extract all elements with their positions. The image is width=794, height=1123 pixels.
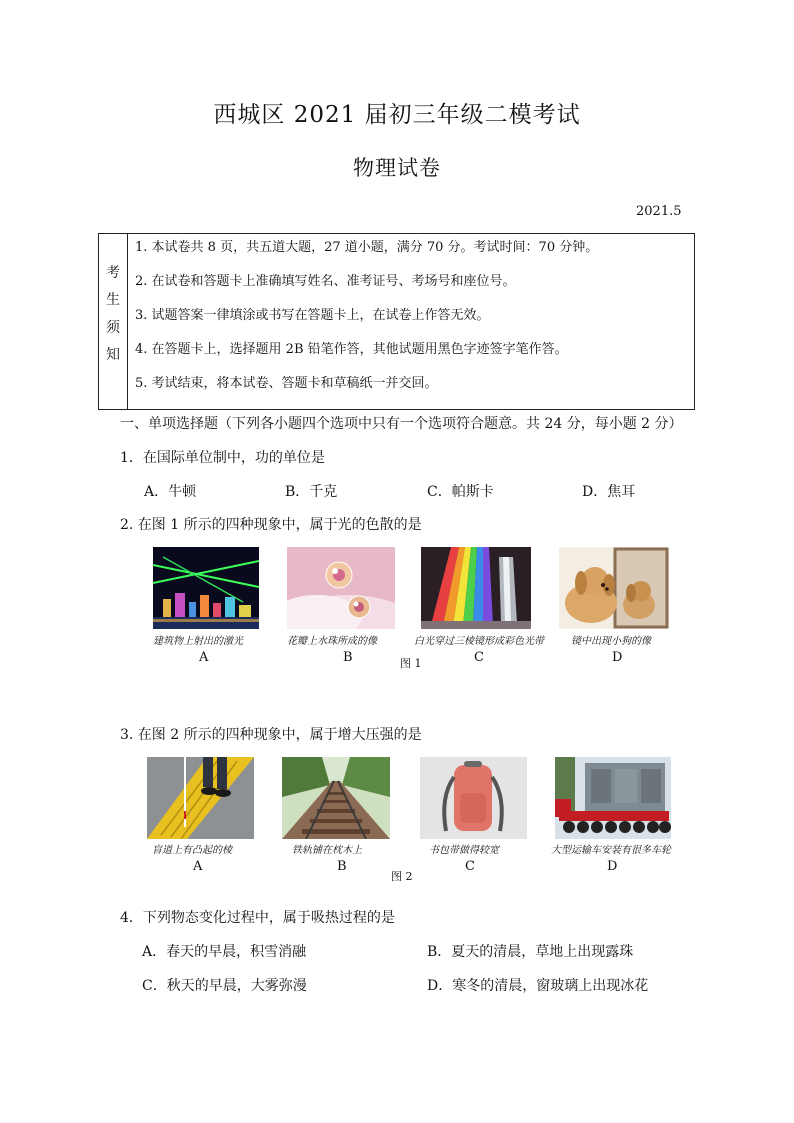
question-4-stem: 4．下列物态变化过程中，属于吸热过程的是	[120, 910, 395, 926]
tactile-paving-image	[147, 757, 254, 839]
question-1-option-b: B．千克	[285, 484, 338, 500]
backpack-image	[420, 757, 527, 839]
exam-date: 2021.5	[636, 204, 682, 219]
laser-city-image	[153, 547, 259, 629]
figure-1-caption-c: 白光穿过三棱镜形成彩色光带	[414, 636, 544, 647]
figure-2-letter-a: A	[193, 859, 203, 874]
notice-side-label	[99, 234, 128, 409]
notice-rule: 4. 在答题卡上，选择题用 2B 铅笔作答，其他试题用黑色字迹签字笔作答。	[135, 342, 568, 357]
exam-subtitle: 物理试卷	[353, 156, 441, 180]
figure-2-letter-d: D	[607, 859, 618, 874]
question-1-option-a: A．牛顿	[144, 484, 197, 500]
section-heading: 一、单项选择题（下列各小题四个选项中只有一个选项符合题意。共 24 分，每小题 2 分）	[120, 416, 683, 432]
figure-2-caption-a: 盲道上有凸起的棱	[152, 845, 232, 856]
exam-title: 西城区 2021 届初三年级二模考试	[213, 102, 581, 128]
notice-side-char: 须	[106, 320, 120, 336]
heavy-transport-truck-image	[555, 757, 671, 839]
prism-rainbow-image	[421, 547, 531, 629]
question-1-option-c: C．帕斯卡	[427, 484, 494, 500]
notice-side-char: 生	[106, 292, 120, 308]
question-3-stem: 3. 在图 2 所示的四种现象中，属于增大压强的是	[120, 727, 422, 743]
question-4-option-b: B．夏天的清晨，草地上出现露珠	[427, 944, 634, 960]
figure-1-caption-d: 镜中出现小狗的像	[571, 636, 651, 647]
question-1-stem: 1．在国际单位制中，功的单位是	[120, 450, 325, 466]
figure-1-caption-a: 建筑物上射出的激光	[153, 636, 243, 647]
figure-1-letter-a: A	[199, 650, 209, 665]
figure-2-letter-b: B	[337, 859, 347, 874]
question-4-option-c: C．秋天的早晨，大雾弥漫	[142, 978, 307, 994]
exam-notice-box	[98, 233, 695, 410]
question-1-option-d: D．焦耳	[582, 484, 636, 500]
notice-rule: 2. 在试卷和答题卡上准确填写姓名、准考证号、考场号和座位号。	[135, 274, 516, 289]
question-2-stem: 2. 在图 1 所示的四种现象中，属于光的色散的是	[120, 517, 422, 533]
figure-1-letter-d: D	[612, 650, 623, 665]
notice-side-char: 知	[106, 347, 120, 363]
question-4-option-a: A．春天的早晨，积雪消融	[142, 944, 307, 960]
figure-2-caption-d: 大型运输车安装有很多车轮	[551, 845, 671, 856]
figure-2-caption-b: 铁轨铺在枕木上	[292, 845, 362, 856]
notice-rule: 5. 考试结束，将本试卷、答题卡和草稿纸一并交回。	[135, 376, 438, 391]
notice-rule: 1. 本试卷共 8 页，共五道大题，27 道小题，满分 70 分。考试时间：70 分钟。	[135, 240, 599, 255]
figure-1-caption-b: 花瓣上水珠所成的像	[287, 636, 377, 647]
railway-track-image	[282, 757, 390, 839]
figure-1-letter-b: B	[343, 650, 353, 665]
notice-side-char: 考	[106, 265, 120, 281]
figure-1-letter-c: C	[474, 650, 484, 665]
figure-1-label: 图 1	[400, 657, 422, 670]
figure-2-label: 图 2	[391, 870, 413, 883]
puppy-mirror-image	[559, 547, 669, 629]
notice-rule: 3. 试题答案一律填涂或书写在答题卡上，在试卷上作答无效。	[135, 308, 490, 323]
water-drop-petal-image	[287, 547, 395, 629]
figure-2-caption-c: 书包带做得较宽	[429, 845, 499, 856]
question-4-option-d: D．寒冬的清晨，窗玻璃上出现冰花	[427, 978, 649, 994]
figure-2-letter-c: C	[465, 859, 475, 874]
